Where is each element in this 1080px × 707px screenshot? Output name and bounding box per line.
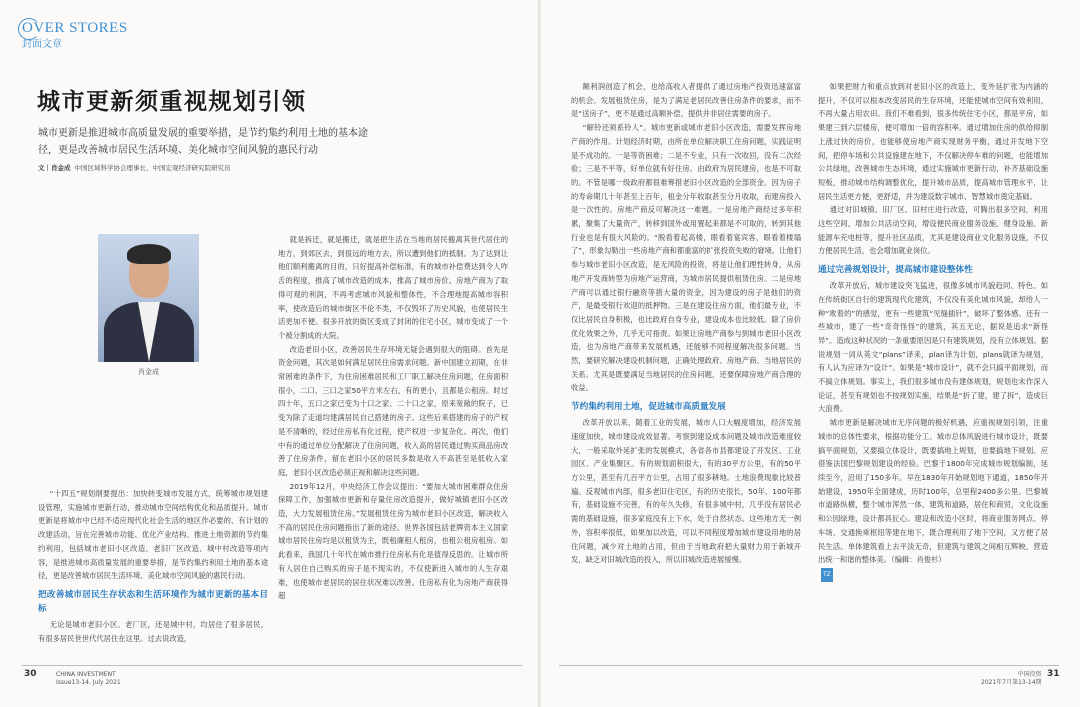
right-magazine-name: 中国投资 — [1017, 671, 1042, 678]
photo-hair — [127, 244, 171, 264]
section-heading: 把改善城市居民生存状态和生活环境作为城市更新的基本目标 — [38, 589, 268, 614]
footer-rule — [559, 665, 1059, 666]
paragraph: 城市更新是解决城市无序问题的极好机遇，应重视规划引领，注重城市的总体性要求，根据功能分工、城市总体风貌进行城市设计，既要搞平面规划，又要搞立体设计，既要搞地上规划，也要搞地下规划。应借鉴法国巴黎规划建设的经验。巴黎于1800年完成城市规划编制，延续至今，沿用了150多年。早在1830年开始规划地下通道，1850年开始建设，1950年全面建成，历时100年，总里程2400多公里。巴黎城市道路纵横，整个城市浑然一体，建筑和道路，居住和商贸，文化设施和公园绿地，设计都具匠心。建设和改造小区时，将商业服务网点、停车场、交通换乘枢纽等建在地下，既合理利用了地下空间，又方便了居民生活。单体建筑看上去平淡无奇，但建筑与建筑之间相互辉映，营造出统一和谐的整体美。（编辑：肖俊杉） — [818, 418, 1048, 565]
paragraph: 改革开放后，城市建设突飞猛进，很像多城市风貌趋同、特色、如在传统街区自行的建筑现代化建筑，不仅没有美化城市风貌，却给人一种“败着的”的感觉，更有一些建筑“见缝插针”，破坏了整体感。还有一些城市，建了一些“奇奇怪怪”的建筑，其五无论，据说是追求“新怪异”。造成这种状况的一条重要原因是只有建筑规划，没有立体规划。据说规划一词从英文“plans”译来，plan译为计划，plans就译为规划，有人认为应译为“设计”。如果是“城市设计”，就不会只搞平面规划，而不搞立体规划。事实上，我们很多城市没有建体规划，规划也未作深入论证，甚至有规划也不按规划实施，结果是“折了建，建了拆”，造成巨大浪费。 — [818, 281, 1048, 414]
text-column-4 — [818, 80, 1048, 660]
paragraph: 2019年12月，中央经济工作会议提出：“要加大城市困难群众住房保障工作，加强城市更新和存量住房改造提升，做好城镇老旧小区改造，大力发展租赁住房。”发展租赁住房为城市老旧小区改造，解决收入不高的居民住房问题指出了新的途径。世界各国包括老牌资本主义国家城市居民住房均是以租赁为主，既租廉租人租房，也租公租房租房。如此看来，我国几十年代在城市推行住房私有化是值得反思的。让城市所有人居住自己购买的房子是不现实的，不仅使新进入城市的人生存艰难，也使城市老居民的居住状况难以改善。住房私有化为房地产商获得超 — [278, 481, 508, 601]
kicker-english: OVER STORES — [22, 20, 128, 36]
article-lead: 城市更新是推进城市高质量发展的重要举措，是节约集约利用土地的基本途径，更是改善城市居民生活环境、美化城市空间风貌的惠民行动 — [38, 128, 368, 156]
left-footer — [56, 671, 121, 687]
paragraph: 改革开放以来，随着工业的发展，城市人口大幅度增加，经济发展速度加快，城市建设成效显著。考察到建设成本问题及城市改造难度较大，一般采取外延扩张的发展模式，各省各市县都建设了开发区、工业园区、产业集聚区。有的规划面积很大，有的30平方公里，有的50平方公里，甚至有几百平方公里，占用了很多耕地。土地浪费现象比较普遍。反观城市内部，很多老旧住宅区，有的历史很长，50年、100年都有，基础设施不完善，有的年久失修，有很多城中村，几乎没有居民必需的基础设施，很多家庭没有上下水，处于自然状态。这些地方无一例外，容积率很低，如果加以改造，可以不同程度增加城市建设用地的居住问题，减少对土地的占用，但由于当地政府把大量财力用于新城开发，缺乏对旧城改造的投入，所以旧城改造进展缓慢。 — [571, 418, 801, 565]
paragraph: 如果把财力和重点放到对老旧小区的改造上，变外延扩张为内涵的提升，不仅可以根本改变居民的生存环境，还能使城市空间有效利用，不再大量占用农田。我们不难看到，很多传统住宅小区，都是平房，如果建三到六层楼房，便可增加一倍的容积率。通过增加住房的供给抑制上涨过快的房价，也能够使房地产商实现财务平衡，通过开发地下空间，把停车场和公共设施建在地下，不仅解决停车难的问题，也能增加公共绿地，改善城市生态环境，通过实施城市更新行动，补齐基础设施短板，推动城市结构调整优化，提升城市品质，提高城市管理水平，让居民生活更方便，更舒适，并为建设数字城市、智慧城市奠定基础。 — [818, 82, 1048, 201]
kicker-arc-icon — [18, 18, 40, 40]
right-page-number: 31 — [1047, 669, 1060, 679]
section-heading: 通过完善规划设计，提高城市建设整体性 — [818, 265, 973, 276]
footer-rule — [22, 665, 522, 666]
kicker-chinese: 封面文章 — [22, 39, 62, 50]
right-issue: 2021年7月第13-14期 — [981, 679, 1042, 686]
text-column-1 — [38, 487, 268, 659]
paragraph: 就是拆迁，就是搬迁，就是把生活在当地的居民搬离其世代居住的地方，到郊区去，到很远的地方去，所以遭到他们的抵制。为了达到让他们顺利搬离的目的，只好提高补偿标准，有的城市补偿费达到令人咋舌的程度，推高了城市改造的成本，推高了城市房价。房地产商为了取得可观的利润，不再考虑城市风貌和整体性，不合理地提高城市容积率，使改造后的城市街区不伦不类，不仅毁坏了历史风貌，也使居民生活更加不便。很多开放的街区变成了封闭的住宅小区，城市变成了一个个被分割成的大院。 — [278, 235, 508, 340]
left-page-number: 30 — [24, 669, 37, 679]
byline-role: 中国区域科学协会理事长、中国宏观经济研究院研究员 — [74, 164, 231, 172]
paragraph: “十四五”规划纲要提出：加快转变城市发展方式，统筹城市规划建设管理，实施城市更新行动，推动城市空间结构优化和品质提升。城市更新是将城市中已经不适应现代化社会生活的地区作必要的、有计划的改建活动，旨在完善城市功能、优化产业结构、推进土地资源的节约集约利用，包括城市老旧小区改造、老旧厂区改造、城中村改造等项内容，是推进城市高质量发展的重要举措，是节约集约利用土地的基本途径，更是改善城市居民生活环境、美化城市空间风貌的惠民行动。 — [38, 489, 268, 581]
paragraph: 通过对旧城镇、旧厂区、旧村庄进行改造，可腾出很多空间，利用这些空间，增加公共活动空间，增设便民商业服务设施、健身设施、新能源车充电桩等，提升社区品质，尤其是建设商业文化服务设施，不仅方便居民生活，也会增加就业岗位。 — [818, 205, 1048, 256]
left-page — [0, 0, 539, 707]
article-title: 城市更新须重视规划引领 — [37, 88, 307, 115]
photo-caption: 肖金成 — [138, 368, 159, 376]
paragraph: 额利润创造了机会，也给高收入者提供了通过房地产投资迅速富富的机会。发展租赁住房，是为了满足老居民改善住房条件的要求，而不是“送房子”，更不是通过高额补偿，提供并非居住需要的房子。 — [571, 82, 801, 119]
left-magazine-name: CHINA INVESTMENT — [56, 671, 116, 678]
paragraph: 无论是城市老旧小区、老厂区，还是城中村，均居住了很多居民，有很多居民世世代代居住在这里。过去说改造， — [38, 619, 268, 643]
byline — [38, 163, 231, 172]
section-kicker — [22, 20, 128, 50]
right-page — [541, 0, 1080, 707]
end-mark: TZ — [821, 568, 833, 582]
text-column-3 — [571, 80, 801, 660]
right-footer — [981, 671, 1042, 687]
paragraph: “解铃还须系铃人”。城市更新或城市老旧小区改造，需要发挥房地产商的作用。计划经济时期，由所在单位解决职工住房问题，实践证明是不成功的。一是等资困难；二是不专业，只有一次收回，没有二次经验；三是不平等，好单位就有好住房。由政府为居民建房，也是不可取的。不管是哪一级政府都很难筹措老旧小区改造的全部资金。因为房子的寿命期几十年甚至上百年，租金分年收取甚至分月收取，而建房投入是一次性的。房地产商反可解决这一难题。一是房地产商经过多年积累，聚集了大量资产，转移到国外或用置起来都是不可取的，转到其他行业也是有很大风险的。“脱看着起高楼，眼看着宴宾客，眼看着楼塌了”，形象勾勒出一些房地产商和都重富的扩张投资失败的窘境。让他们参与城市老旧小区改造，是无风险的投资，将是让他们理性转身，从房地产开发商转型为房地产运营商，为城市居民提供租赁住房。二是房地产商可以通过银行融资等措大量的资金，因为建设的房子是他们的资产，是最受银行欢迎的抵押物。三是在建设住房方面，他们最专业，不仅比居民自身积极，也比政府自身专业，建设成本也比较低。除了房价优化效果之外，几乎无可指责。如果让房地产商参与到城市老旧小区改造，也为房地产商带来发展机遇，还能够不同程度解决很多问题。当然，要研究解决建设机制问题，正确处理政府、房地产商、当地居民的关系。尤其是既要满足当地居民的住房问题，还要保障房地产商合理的收益。 — [571, 123, 801, 393]
end-mark-line — [818, 567, 1048, 582]
left-issue: Issue13-14, July 2021 — [56, 679, 121, 686]
text-column-2 — [278, 233, 508, 658]
author-photo — [98, 234, 199, 362]
section-heading: 节约集约利用土地，促进城市高质量发展 — [571, 402, 726, 413]
byline-author: 文｜肖金成 — [38, 164, 71, 172]
paragraph: 改造老旧小区，改善居民生存环境无疑会遇到很大的阻碍。首先是资金问题，其次是如何满足居民住房需求问题。新中国建立初期，在非常困难的条件下，为住房困难居民和工厂职工解决住房问题，住房面积很小，二口、三口之家50平方米左右，有的更小，且都是公租房。时过四十年，五口之家已变为十口之家、二十口之家，原来宽敞的院子，已变为除了走道均建满居民自己搭建的房子。这些后来搭建的房子的产权是不清晰的，经过住房私有化过程，使产权进一步复杂化。再次，他们中有的通过单位分配解决了住房问题，收入高的居民通过购买商品房改善了住房条件，留在老旧小区的居民多数是收入不高甚至是低收入家庭，老旧小区改造必须正视和解决这些问题。 — [278, 344, 508, 477]
